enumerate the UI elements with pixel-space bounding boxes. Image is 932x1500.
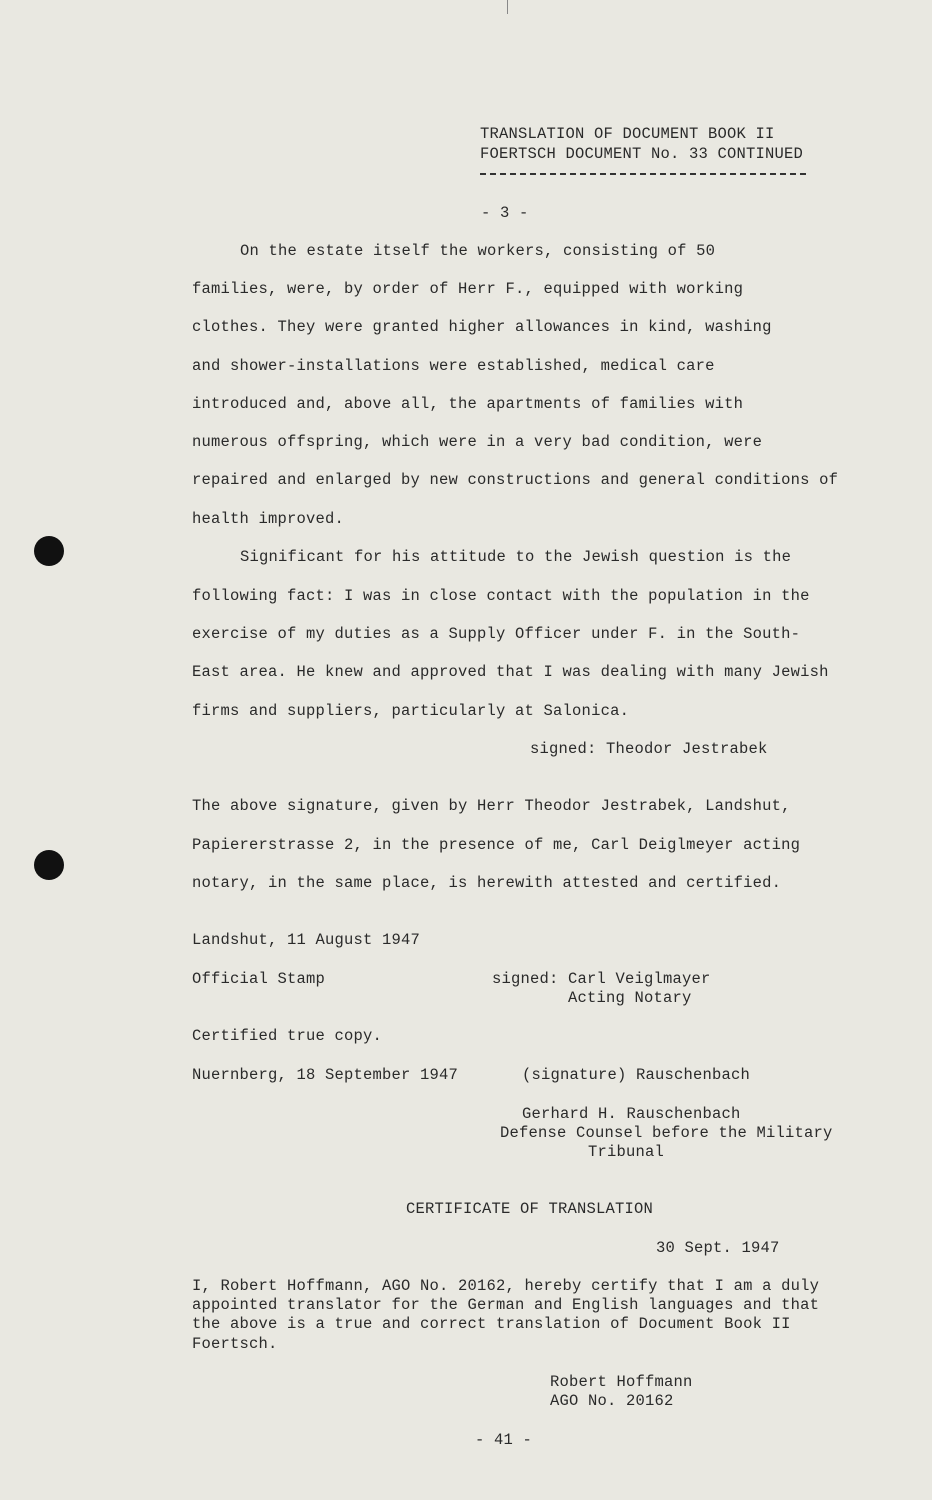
footer-page-number: - 41 - <box>475 1431 533 1449</box>
paragraph-2-line: Significant for his attitude to the Jewish question is the <box>240 548 792 566</box>
certificate-line: appointed translator for the German and English languages and that <box>192 1296 820 1314</box>
top-edge-mark <box>507 0 508 14</box>
paragraph-1-line: health improved. <box>192 510 345 528</box>
certified-copy: Certified true copy. <box>192 1027 383 1045</box>
signed-jestrabek: signed: Theodor Jestrabek <box>530 740 768 758</box>
certificate-line: I, Robert Hoffmann, AGO No. 20162, hereby certify that I am a duly <box>192 1277 820 1295</box>
notary-title: Acting Notary <box>568 989 692 1007</box>
paragraph-1-line: and shower-installations were established, medical care <box>192 357 715 375</box>
translator-name: Robert Hoffmann <box>550 1373 693 1391</box>
paragraph-2-line: following fact: I was in close contact with the population in the <box>192 587 810 605</box>
certificate-title: CERTIFICATE OF TRANSLATION <box>406 1200 654 1218</box>
paragraph-1-line: families, were, by order of Herr F., equipped with working <box>192 280 744 298</box>
paragraph-1-line: clothes. They were granted higher allowances in kind, washing <box>192 318 772 336</box>
paragraph-1-line: repaired and enlarged by new constructions and general conditions of <box>192 471 839 489</box>
paragraph-2-line: East area. He knew and approved that I was dealing with many Jewish <box>192 663 829 681</box>
counsel-name: Gerhard H. Rauschenbach <box>522 1105 741 1123</box>
paragraph-2-line: exercise of my duties as a Supply Officer under F. in the South- <box>192 625 801 643</box>
notary-signed: signed: Carl Veiglmayer <box>492 970 711 988</box>
punch-hole-upper <box>34 536 64 566</box>
attestation-line: The above signature, given by Herr Theodor Jestrabek, Landshut, <box>192 797 791 815</box>
header-divider <box>480 173 806 175</box>
header-line-2: FOERTSCH DOCUMENT No. 33 CONTINUED <box>480 145 804 163</box>
counsel-tribunal: Tribunal <box>588 1143 665 1161</box>
paragraph-2-line: firms and suppliers, particularly at Salonica. <box>192 702 630 720</box>
certificate-line: the above is a true and correct translation of Document Book II <box>192 1315 791 1333</box>
paragraph-1-line: On the estate itself the workers, consisting of 50 <box>240 242 716 260</box>
attestation-line: Papiererstrasse 2, in the presence of me, Carl Deiglmeyer acting <box>192 836 801 854</box>
page-marker: - 3 - <box>481 204 529 222</box>
translator-ago: AGO No. 20162 <box>550 1392 674 1410</box>
paragraph-1-line: introduced and, above all, the apartments of families with <box>192 395 744 413</box>
official-stamp: Official Stamp <box>192 970 326 988</box>
signature-rauschenbach: (signature) Rauschenbach <box>522 1066 751 1084</box>
place-date: Landshut, 11 August 1947 <box>192 931 421 949</box>
punch-hole-lower <box>34 850 64 880</box>
attestation-line: notary, in the same place, is herewith attested and certified. <box>192 874 782 892</box>
nuernberg-date: Nuernberg, 18 September 1947 <box>192 1066 459 1084</box>
counsel-title: Defense Counsel before the Military <box>500 1124 833 1142</box>
header-line-1: TRANSLATION OF DOCUMENT BOOK II <box>480 125 775 143</box>
paragraph-1-line: numerous offspring, which were in a very bad condition, were <box>192 433 763 451</box>
certificate-date: 30 Sept. 1947 <box>656 1239 780 1257</box>
certificate-line: Foertsch. <box>192 1335 278 1353</box>
